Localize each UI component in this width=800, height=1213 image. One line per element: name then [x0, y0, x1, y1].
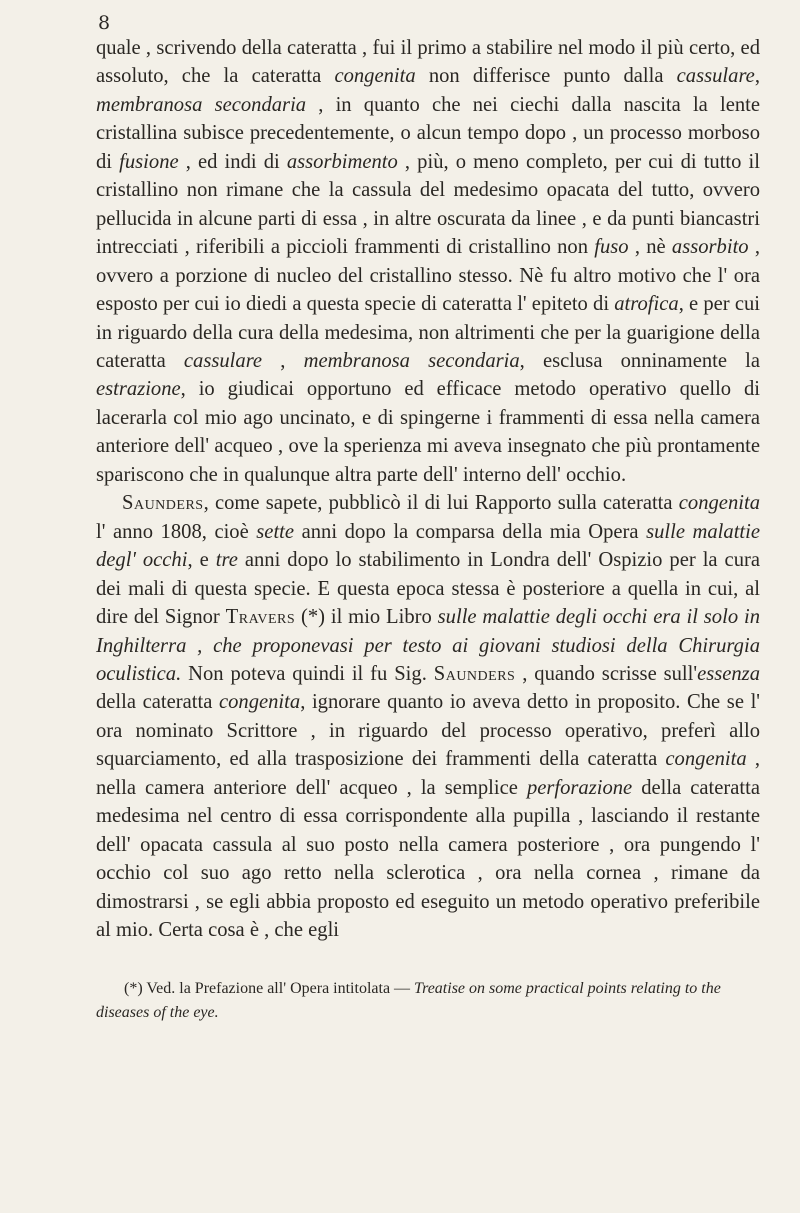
- text-run: l' anno 1808, cioè: [96, 520, 257, 543]
- text-run: , esclusa onninamente la: [519, 349, 761, 372]
- italic-run: Treatise on some practical points relating to the diseases of the eye.: [96, 979, 721, 1021]
- italic-run: sulle malattie degl' occhi: [96, 520, 760, 572]
- italic-run: fuso: [594, 236, 629, 259]
- text-run: Non poteva quindi il fu Sig.: [181, 662, 434, 685]
- text-run: , più, o meno completo, per cui di tutto il cristallino non rimane che la cassula del medesimo opacata del tutto, ovvero pellucida in alcune parti di essa , in altre oscurata da linee , e da punti biancastri intrecciati , riferibili a piccioli frammenti di cristallino non: [96, 150, 761, 259]
- text-run: anni dopo lo stabilimento in Londra dell' Ospizio per la cura dei mali di questa specie. E questa epoca stessa è posteriore a quella in cui, al dire del Signor: [96, 549, 760, 629]
- italic-run: fusione: [119, 150, 179, 173]
- italic-run: tre: [215, 549, 238, 572]
- text-run: della cateratta medesima nel centro di essa corrispondente alla pupilla , lasciando il restante dell' opacata cassula al suo posto nella camera posteriore , ora pungendo l' occhio col suo ago retto nella sclerotica , ora nella cornea , rimane da dimostrarsi , se egli abbia proposto ed eseguito un metodo operativo preferibile al mio. Certa cosa è , che egli: [96, 776, 760, 942]
- italic-run: cassulare: [676, 65, 755, 88]
- page-number: 8: [98, 12, 111, 34]
- italic-run: membranosa secondaria: [303, 349, 520, 372]
- text-run: (*) il mio Libro: [295, 606, 438, 629]
- text-run: , ed indi di: [178, 150, 287, 173]
- text-run: , ovvero a porzione di nucleo del cristallino stesso. Nè fu altro motivo che l' ora esposto per cui io diedi a questa specie di cateratta l' epiteto di: [96, 236, 761, 316]
- italic-run: membranosa secondaria: [96, 93, 307, 116]
- italic-run: congenita: [334, 65, 416, 88]
- italic-run: congenita: [218, 691, 301, 714]
- paragraph-2: [96, 489, 760, 944]
- italic-run: cassulare: [183, 349, 263, 372]
- text-run: ,: [262, 349, 304, 372]
- italic-run: assorbimento: [286, 150, 398, 173]
- author-name: Saunders: [122, 492, 204, 515]
- footnote: [96, 977, 760, 1025]
- text-run: (*) Ved. la Prefazione all' Opera intitolata —: [124, 979, 415, 997]
- italic-run: perforazione: [526, 776, 633, 799]
- text-run: anni dopo la comparsa della mia Opera: [294, 520, 647, 543]
- main-text: [96, 34, 760, 945]
- paragraph-1: [96, 34, 760, 489]
- footnote-text: [96, 977, 760, 1025]
- text-run: , nella camera anteriore dell' acqueo , la semplice: [96, 748, 760, 799]
- italic-run: congenita: [678, 492, 760, 515]
- italic-run: sette: [256, 520, 295, 543]
- text-run: ,: [754, 65, 760, 88]
- text-run: , e: [187, 549, 216, 572]
- text-run: della cateratta: [96, 691, 219, 714]
- text-run: , io giudicai opportuno ed efficace metodo operativo quello di lacerarla col mio ago uncinato, e di spingerne i frammenti di essa nella camera anteriore dell' acqueo , ove la sperienza mi aveva insegnato che più prontamente spariscono che in qualunque altra parte dell' interno dell' occhio.: [96, 378, 760, 486]
- text-run: , e per cui in riguardo della cura della medesima, non altrimenti che per la guarigione della cateratta: [96, 293, 760, 372]
- text-run: , nè: [628, 236, 672, 259]
- text-run: , in quanto che nei ciechi dalla nascita la lente cristallina subisce precedentemente, o alcun tempo dopo , un processo morboso di: [96, 93, 761, 173]
- text-run: quale , scrivendo della cateratta , fui il primo a stabilire nel modo il più certo, ed assoluto, che la cateratta: [96, 37, 760, 88]
- italic-run: congenita: [665, 748, 747, 771]
- italic-run: essenza: [697, 662, 760, 685]
- italic-run: sulle malattie degli occhi era il solo in Inghilterra , che proponevasi per testo ai giovani studiosi della Chirurgia oculistica.: [96, 606, 760, 685]
- italic-run: assorbito: [671, 236, 749, 259]
- italic-run: estrazione: [96, 378, 181, 401]
- text-run: , ignorare quanto io aveva detto in proposito. Che se l' ora nominato Scrittore , in riguardo del processo operativo, preferì allo squarciamento, ed alla trasposizione dei frammenti della cateratta: [96, 691, 761, 771]
- italic-run: atrofica: [614, 293, 679, 316]
- author-name: Saunders: [433, 662, 516, 685]
- text-run: , come sapete, pubblicò il di lui Rapporto sulla cateratta: [203, 492, 679, 515]
- text-run: non differisce punto dalla: [415, 65, 677, 88]
- author-name: Travers: [225, 606, 296, 629]
- text-run: , quando scrisse sull': [515, 662, 698, 685]
